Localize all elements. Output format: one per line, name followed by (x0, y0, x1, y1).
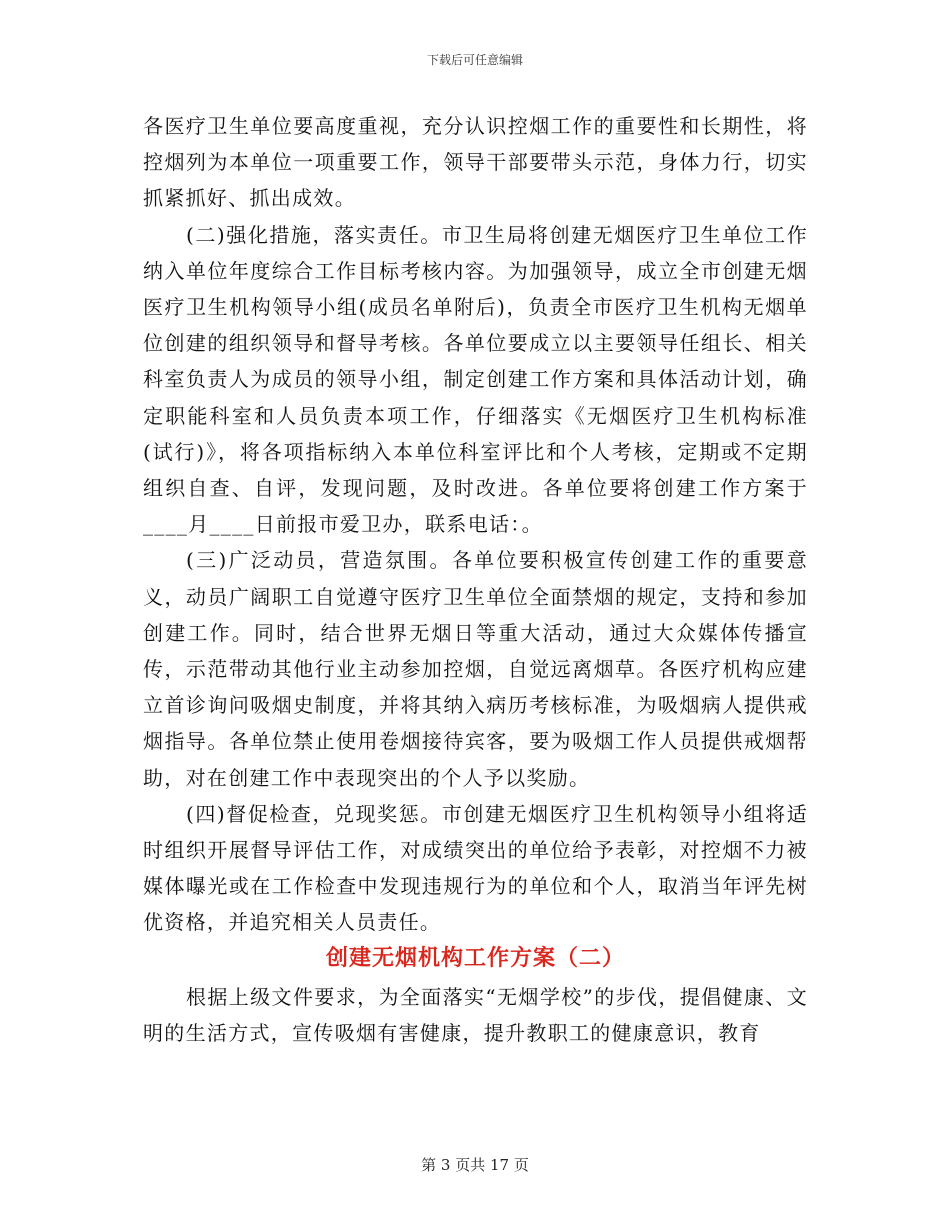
page-header: 下载后可任意编辑 (426, 53, 523, 67)
document-body (143, 108, 808, 1051)
paragraph-plan-2-intro: 根据上级文件要求，为全面落实“无烟学校”的步伐，提倡健康、文明的生活方式，宣传吸烟有害健康，提升教职工的健康意识，教育 (143, 984, 808, 1045)
section-title: 创建无烟机构工作方案（二） (325, 944, 625, 971)
page-footer: 第 3 页共 17 页 (421, 1156, 529, 1174)
paragraph-section-3: (三)广泛动员，营造氛围。各单位要积极宣传创建工作的重要意义，动员广阔职工自觉遵守医疗卫生单位全面禁烟的规定，支持和参加创建工作。同时，结合世界无烟日等重大活动，通过大众媒体传播宣传，示范带动其他行业主动参加控烟，自觉远离烟草。各医疗机构应建立首诊询问吸烟史制度，并将其纳入病历考核标准，为吸烟病人提供戒烟指导。各单位禁止使用卷烟接待宾客，要为吸烟工作人员提供戒烟帮助，对在创建工作中表现突出的个人予以奖励。 (143, 548, 808, 790)
paragraph-intro: 各医疗卫生单位要高度重视，充分认识控烟工作的重要性和长期性，将控烟列为本单位一项重要工作，领导干部要带头示范，身体力行，切实抓紧抓好、抓出成效。 (143, 114, 808, 211)
paragraph-section-2: (二)强化措施，落实责任。市卫生局将创建无烟医疗卫生单位工作纳入单位年度综合工作目标考核内容。为加强领导，成立全市创建无烟医疗卫生机构领导小组(成员名单附后)，负责全市医疗卫生机构无烟单位创建的组织领导和督导考核。各单位要成立以主要领导任组长、相关科室负责人为成员的领导小组，制定创建工作方案和具体活动计划，确定职能科室和人员负责本项工作，仔细落实《无烟医疗卫生机构标准(试行)》，将各项指标纳入本单位科室评比和个人考核，定期或不定期组织自查、自评，发现问题，及时改进。各单位要将创建工作方案于____月____日前报市爱卫办，联系电话：。 (143, 222, 808, 537)
paragraph-section-4: (四)督促检查，兑现奖惩。市创建无烟医疗卫生机构领导小组将适时组织开展督导评估工作，对成绩突出的单位给予表彰，对控烟不力被媒体曝光或在工作检查中发现违规行为的单位和个人，取消当年评先树优资格，并追究相关人员责任。 (143, 801, 808, 935)
